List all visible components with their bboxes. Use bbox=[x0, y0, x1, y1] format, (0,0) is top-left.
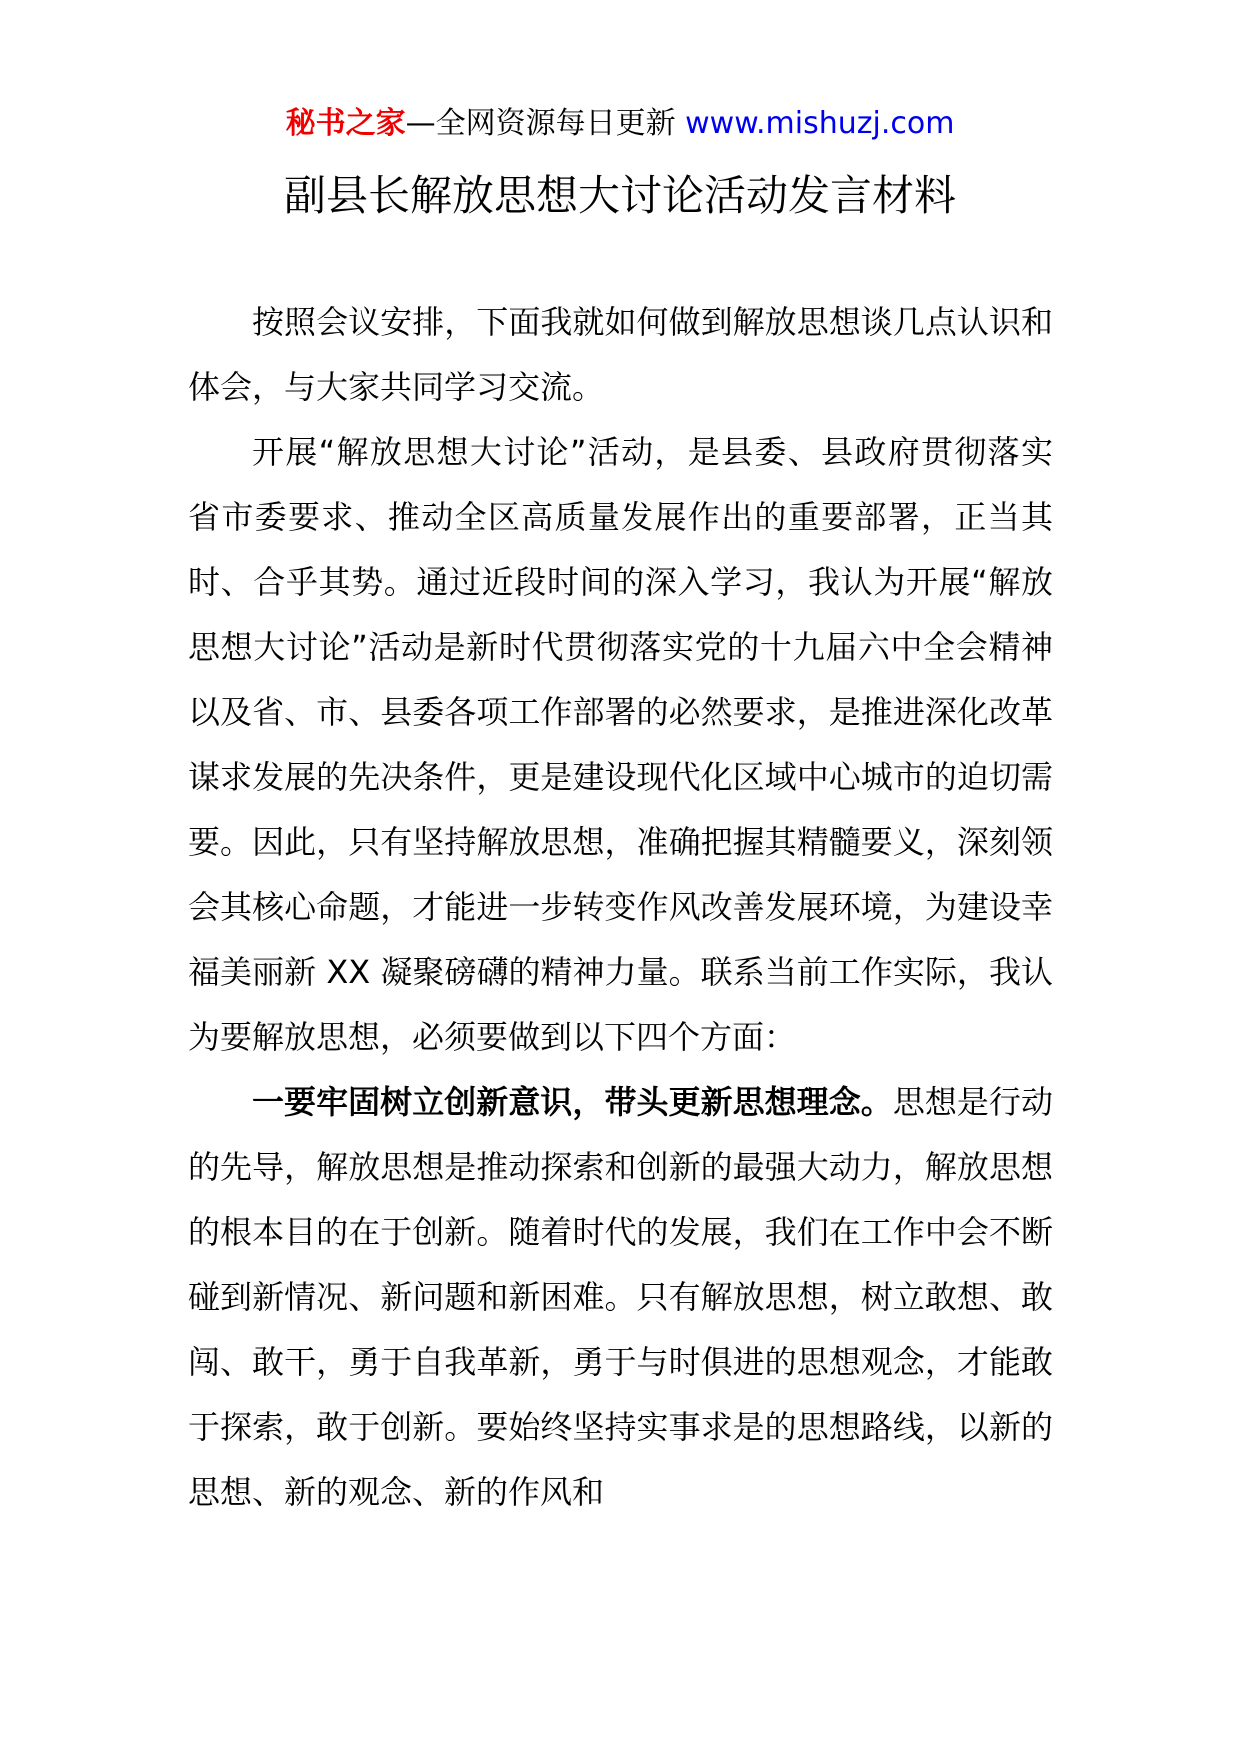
point-one-text: 思想是行动的先导，解放思想是推动探索和创新的最强大动力，解放思想的根本目的在于创新。随着时代的发展，我们在工作中会不断碰到新情况、新问题和新困难。只有解放思想，树立敢想、敢闯、敢干，勇于自我革新，勇于与时俱进的思想观念，才能敢于探索，敢于创新。要始终坚持实事求是的思想路线，以新的思想、新的观念、新的作风和 bbox=[188, 1083, 1053, 1511]
document-body bbox=[188, 290, 1053, 1525]
document-title: 副县长解放思想大讨论活动发言材料 bbox=[283, 171, 956, 220]
site-name: 秘书之家 bbox=[285, 106, 406, 141]
paragraph-background: 开展“解放思想大讨论”活动，是县委、县政府贯彻落实省市委要求、推动全区高质量发展作出的重要部署，正当其时、合乎其势。通过近段时间的深入学习，我认为开展“解放思想大讨论”活动是新时代贯彻落实党的十九届六中全会精神以及省、市、县委各项工作部署的必然要求，是推进深化改革谋求发展的先决条件，更是建设现代化区域中心城市的迫切需要。因此，只有坚持解放思想，准确把握其精髓要义，深刻领会其核心命题，才能进一步转变作风改善发展环境，为建设幸福美丽新 XX 凝聚磅礴的精神力量。联系当前工作实际，我认为要解放思想，必须要做到以下四个方面： bbox=[188, 433, 1053, 1056]
point-one-heading: 一要牢固树立创新意识，带头更新思想理念。 bbox=[252, 1083, 893, 1121]
site-tagline: —全网资源每日更新 bbox=[405, 106, 686, 141]
paragraph-intro: 按照会议安排，下面我就如何做到解放思想谈几点认识和体会，与大家共同学习交流。 bbox=[188, 303, 1053, 406]
paragraph-point-one bbox=[188, 1070, 1053, 1525]
site-url[interactable]: www.mishuzj.com bbox=[685, 106, 955, 141]
site-header bbox=[0, 102, 1240, 146]
